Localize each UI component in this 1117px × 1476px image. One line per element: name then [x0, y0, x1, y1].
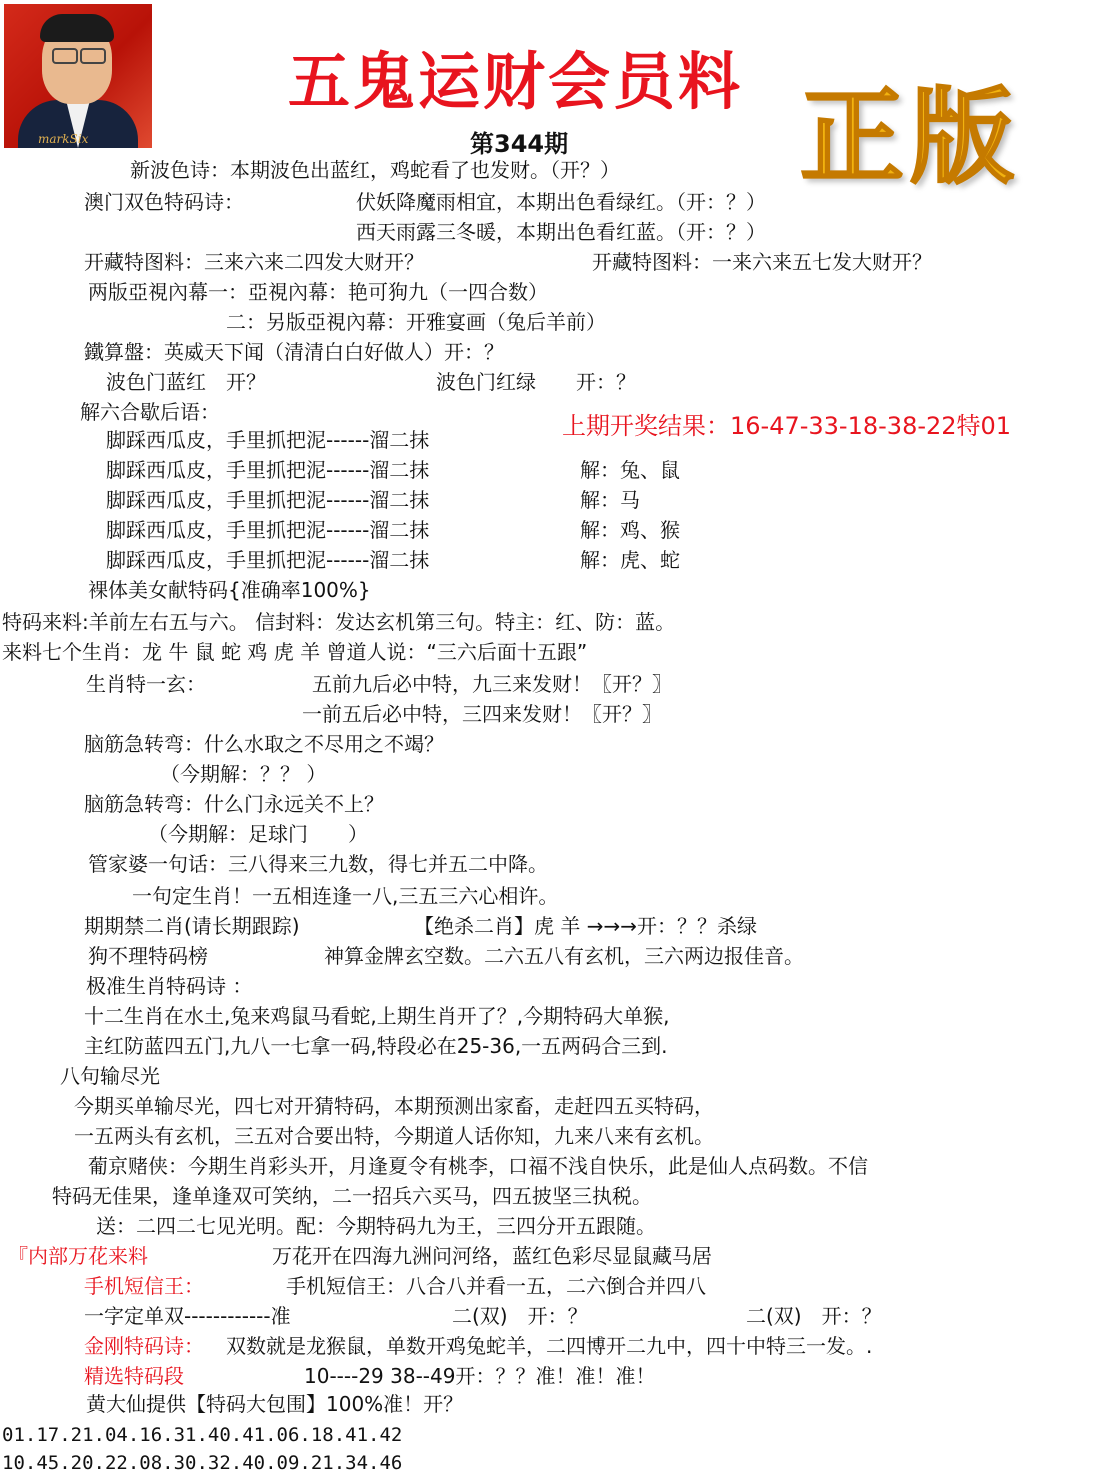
page-title: 五鬼运财会员料: [288, 45, 744, 118]
text-line: 脚踩西瓜皮，手里抓把泥------溜二抹: [106, 518, 430, 542]
text-line: 脚踩西瓜皮，手里抓把泥------溜二抹: [106, 488, 430, 512]
text-line: 两版亞視內幕一：亞視內幕：艳可狗九（一四合数）: [88, 280, 548, 304]
text-line: 特码无佳果，逢单逢双可笑纳，二一招兵六买马，四五披坚三执税。: [52, 1184, 652, 1208]
text-line: 一字定单双------------准: [84, 1304, 291, 1328]
text-line: （今期解：足球门 ）: [148, 822, 368, 846]
text-line: 裸体美女献特码{准确率100%}: [88, 578, 371, 602]
text-line: 解：马: [580, 488, 640, 512]
text-line: 脑筋急转弯：什么门永远关不上？: [84, 792, 384, 816]
text-line: 脚踩西瓜皮，手里抓把泥------溜二抹: [106, 548, 430, 572]
portrait-photo: [4, 4, 152, 148]
text-line: 鐵算盤：英威天下闻（清清白白好做人）开：？: [84, 340, 504, 364]
text-line: 精选特码段: [84, 1364, 184, 1388]
text-line: 极准生肖特码诗 ：: [86, 974, 253, 998]
text-line: 二：另版亞視內幕：开雅宴画（兔后羊前）: [226, 310, 606, 334]
text-line: 澳门双色特码诗：: [84, 190, 244, 214]
text-line: 二(双) 开：？: [746, 1304, 882, 1328]
number-list-row2: 10.45.20.22.08.30.32.40.09.21.34.46: [2, 1452, 403, 1474]
issue-number: 第344期: [470, 130, 569, 158]
text-line: 一句定生肖！一五相连逢一八,三五三六心相许。: [132, 884, 559, 908]
text-line: 脚踩西瓜皮，手里抓把泥------溜二抹: [106, 458, 430, 482]
text-line: 西天雨露三冬暖，本期出色看红蓝。（开：？）: [356, 220, 766, 244]
text-line: 新波色诗：本期波色出蓝红，鸡蛇看了也发财。（开？）: [130, 158, 620, 182]
photo-signature: markSix: [38, 132, 89, 146]
text-line: 狗不理特码榜: [88, 944, 208, 968]
text-line: 开藏特图料：三来六来二四发大财开？: [84, 250, 424, 274]
text-line: 波色门红绿 开：？: [436, 370, 636, 394]
text-line: 生肖特一玄：: [86, 672, 206, 696]
text-line: 【绝杀二肖】虎 羊 →→→开：？？杀绿: [414, 914, 757, 938]
text-line: 万花开在四海九洲问河络，蓝红色彩尽显鼠藏马居: [272, 1244, 712, 1268]
text-line: 来料七个生肖：龙 牛 鼠 蛇 鸡 虎 羊 曾道人说：“三六后面十五跟”: [2, 640, 588, 664]
text-line: 管家婆一句话：三八得来三九数，得七并五二中降。: [88, 852, 548, 876]
text-line: 10----29 38--49开：？？准！准！准！: [304, 1364, 656, 1388]
text-line: （今期解：？？ ）: [160, 762, 327, 786]
text-line: 双数就是龙猴鼠，单数开鸡兔蛇羊，二四博开二九中，四十中特三一发。.: [226, 1334, 873, 1358]
text-line: 今期买单输尽光，四七对开猜特码，本期预测出家畜，走赶四五买特码，: [74, 1094, 714, 1118]
text-line: 神算金牌玄空数。二六五八有玄机，三六两边报佳音。: [324, 944, 804, 968]
text-line: 伏妖降魔雨相宜，本期出色看绿红。（开：？）: [356, 190, 766, 214]
text-line: 十二生肖在水土,兔来鸡鼠马看蛇,上期生肖开了？,今期特码大单猴,: [84, 1004, 670, 1028]
text-line: 解：虎、蛇: [580, 548, 680, 572]
number-list-row1: 01.17.21.04.16.31.40.41.06.18.41.42: [2, 1424, 403, 1446]
text-line: 主红防蓝四五门,九八一七拿一码,特段必在25-36,一五两码合三到.: [84, 1034, 668, 1058]
text-line: 开藏特图料：一来六来五七发大财开？: [592, 250, 932, 274]
text-line: 手机短信王：八合八并看一五，二六倒合并四八: [286, 1274, 706, 1298]
text-line: 送：二四二七见光明。配：今期特码九为王，三四分开五跟随。: [96, 1214, 656, 1238]
text-line: 金刚特码诗：: [84, 1334, 204, 1358]
text-line: 脚踩西瓜皮，手里抓把泥------溜二抹: [106, 428, 430, 452]
text-line: 二(双) 开：？: [452, 1304, 588, 1328]
text-line: 黄大仙提供【特码大包围】100%准！开？: [86, 1392, 464, 1416]
last-draw-result: 上期开奖结果：16-47-33-18-38-22特01: [562, 412, 1012, 440]
text-line: 『内部万花来料: [8, 1244, 148, 1268]
text-line: 手机短信王：: [84, 1274, 204, 1298]
text-line: 波色门蓝红 开？: [106, 370, 266, 394]
text-line: 一五两头有玄机，三五对合要出特，今期道人话你知，九来八来有玄机。: [74, 1124, 714, 1148]
text-line: 解：兔、鼠: [580, 458, 680, 482]
text-line: 特码来料:羊前左右五与六。 信封料：发达玄机第三句。特主：红、防：蓝。: [2, 610, 676, 634]
genuine-stamp: 正版: [800, 75, 1021, 198]
text-line: 八句输尽光: [60, 1064, 160, 1088]
text-line: 期期禁二肖(请长期跟踪): [84, 914, 300, 938]
text-line: 脑筋急转弯：什么水取之不尽用之不竭？: [84, 732, 444, 756]
text-line: 葡京赌侠：今期生肖彩头开，月逢夏令有桃李，口福不浅自快乐，此是仙人点码数。不信: [88, 1154, 868, 1178]
text-line: 一前五后必中特，三四来发财！〖开？〗: [302, 702, 662, 726]
text-line: 解六合歇后语：: [80, 400, 220, 424]
text-line: 五前九后必中特，九三来发财！〖开？〗: [312, 672, 672, 696]
text-line: 解：鸡、猴: [580, 518, 680, 542]
